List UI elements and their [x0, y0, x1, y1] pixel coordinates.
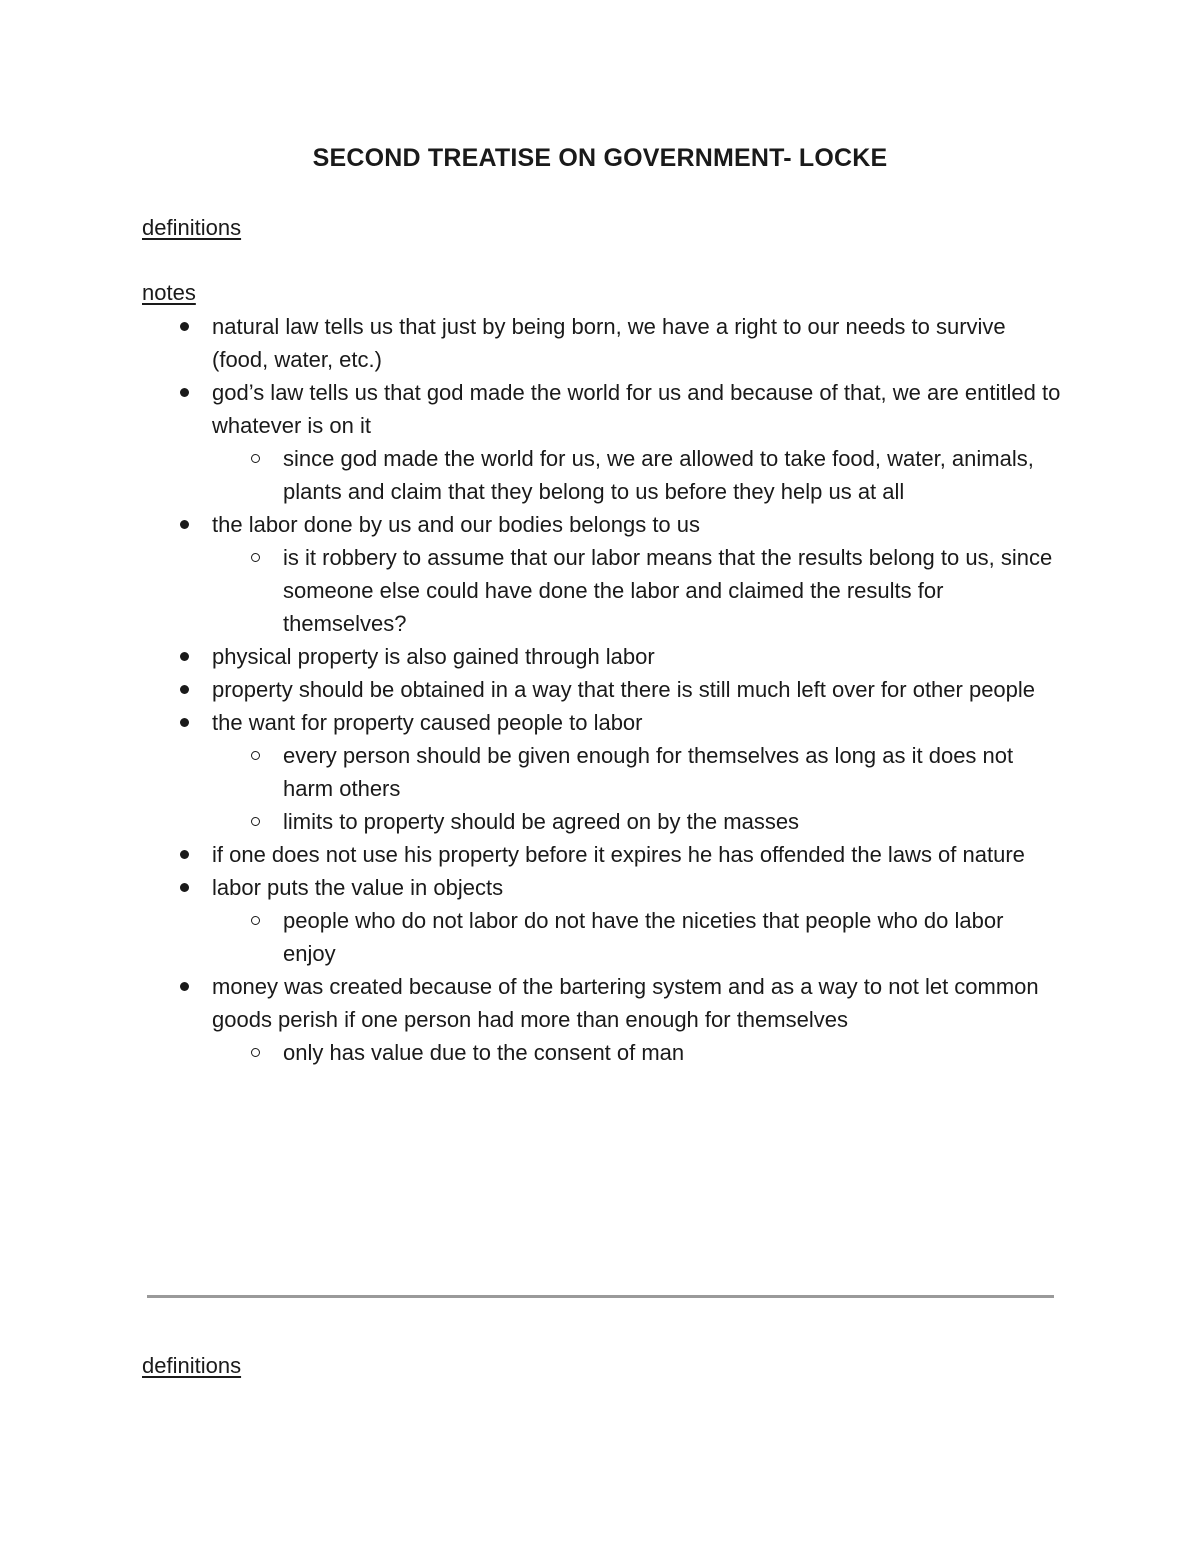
- hollow-bullet-icon: [251, 916, 260, 925]
- filled-bullet-icon: [180, 652, 189, 661]
- hollow-bullet-icon: [251, 553, 260, 562]
- list-item: [142, 970, 1062, 1036]
- list-item-text: if one does not use his property before it expires he has offended the laws of nature: [212, 842, 1025, 867]
- filled-bullet-icon: [180, 685, 189, 694]
- filled-bullet-icon: [180, 520, 189, 529]
- list-item: [142, 376, 1062, 442]
- sub-list-item: [142, 541, 1062, 640]
- filled-bullet-icon: [180, 322, 189, 331]
- hollow-bullet-icon: [251, 751, 260, 760]
- list-item-text: labor puts the value in objects: [212, 875, 504, 900]
- filled-bullet-icon: [180, 883, 189, 892]
- list-item-text: money was created because of the bartering system and as a way to not let common goods perish if one person had more than enough for themselves: [212, 974, 1039, 1032]
- list-item-text: people who do not labor do not have the niceties that people who do labor enjoy: [283, 908, 1004, 966]
- document-title: SECOND TREATISE ON GOVERNMENT- LOCKE: [312, 144, 888, 172]
- list-item-text: limits to property should be agreed on by the masses: [283, 809, 800, 834]
- list-item: [142, 871, 1062, 904]
- list-item-text: is it robbery to assume that our labor means that the results belong to us, since someone else could have done the labor and claimed the results for themselves?: [283, 545, 1053, 636]
- hollow-bullet-icon: [251, 1048, 260, 1057]
- filled-bullet-icon: [180, 850, 189, 859]
- hollow-bullet-icon: [251, 817, 260, 826]
- definitions-heading: definitions: [142, 215, 242, 240]
- filled-bullet-icon: [180, 718, 189, 727]
- sub-list-item: [142, 442, 1062, 508]
- sub-list-item: [142, 1036, 1062, 1069]
- list-item: [142, 508, 1062, 541]
- sub-list-item: [142, 739, 1062, 805]
- list-item: [142, 640, 1062, 673]
- notes-list: [142, 310, 1062, 1069]
- list-item-text: god’s law tells us that god made the world for us and because of that, we are entitled to whatever is on it: [212, 380, 1061, 438]
- horizontal-divider: [147, 1295, 1054, 1298]
- list-item-text: the want for property caused people to labor: [212, 710, 643, 735]
- list-item-text: physical property is also gained through labor: [212, 644, 655, 669]
- list-item-text: natural law tells us that just by being born, we have a right to our needs to survive (food, water, etc.): [212, 314, 1006, 372]
- filled-bullet-icon: [180, 388, 189, 397]
- list-item: [142, 310, 1062, 376]
- hollow-bullet-icon: [251, 454, 260, 463]
- sub-list-item: [142, 904, 1062, 970]
- list-item-text: the labor done by us and our bodies belongs to us: [212, 512, 701, 537]
- list-item: [142, 706, 1062, 739]
- list-item-text: every person should be given enough for themselves as long as it does not harm others: [283, 743, 1014, 801]
- definitions-heading: definitions: [142, 1353, 242, 1378]
- filled-bullet-icon: [180, 982, 189, 991]
- list-item-text: only has value due to the consent of man: [283, 1040, 685, 1065]
- notes-heading: notes: [142, 280, 196, 305]
- list-item: [142, 838, 1062, 871]
- list-item-text: property should be obtained in a way that there is still much left over for other people: [212, 677, 1036, 702]
- sub-list-item: [142, 805, 1062, 838]
- list-item: [142, 673, 1062, 706]
- list-item-text: since god made the world for us, we are allowed to take food, water, animals, plants and claim that they belong to us before they help us at all: [283, 446, 1034, 504]
